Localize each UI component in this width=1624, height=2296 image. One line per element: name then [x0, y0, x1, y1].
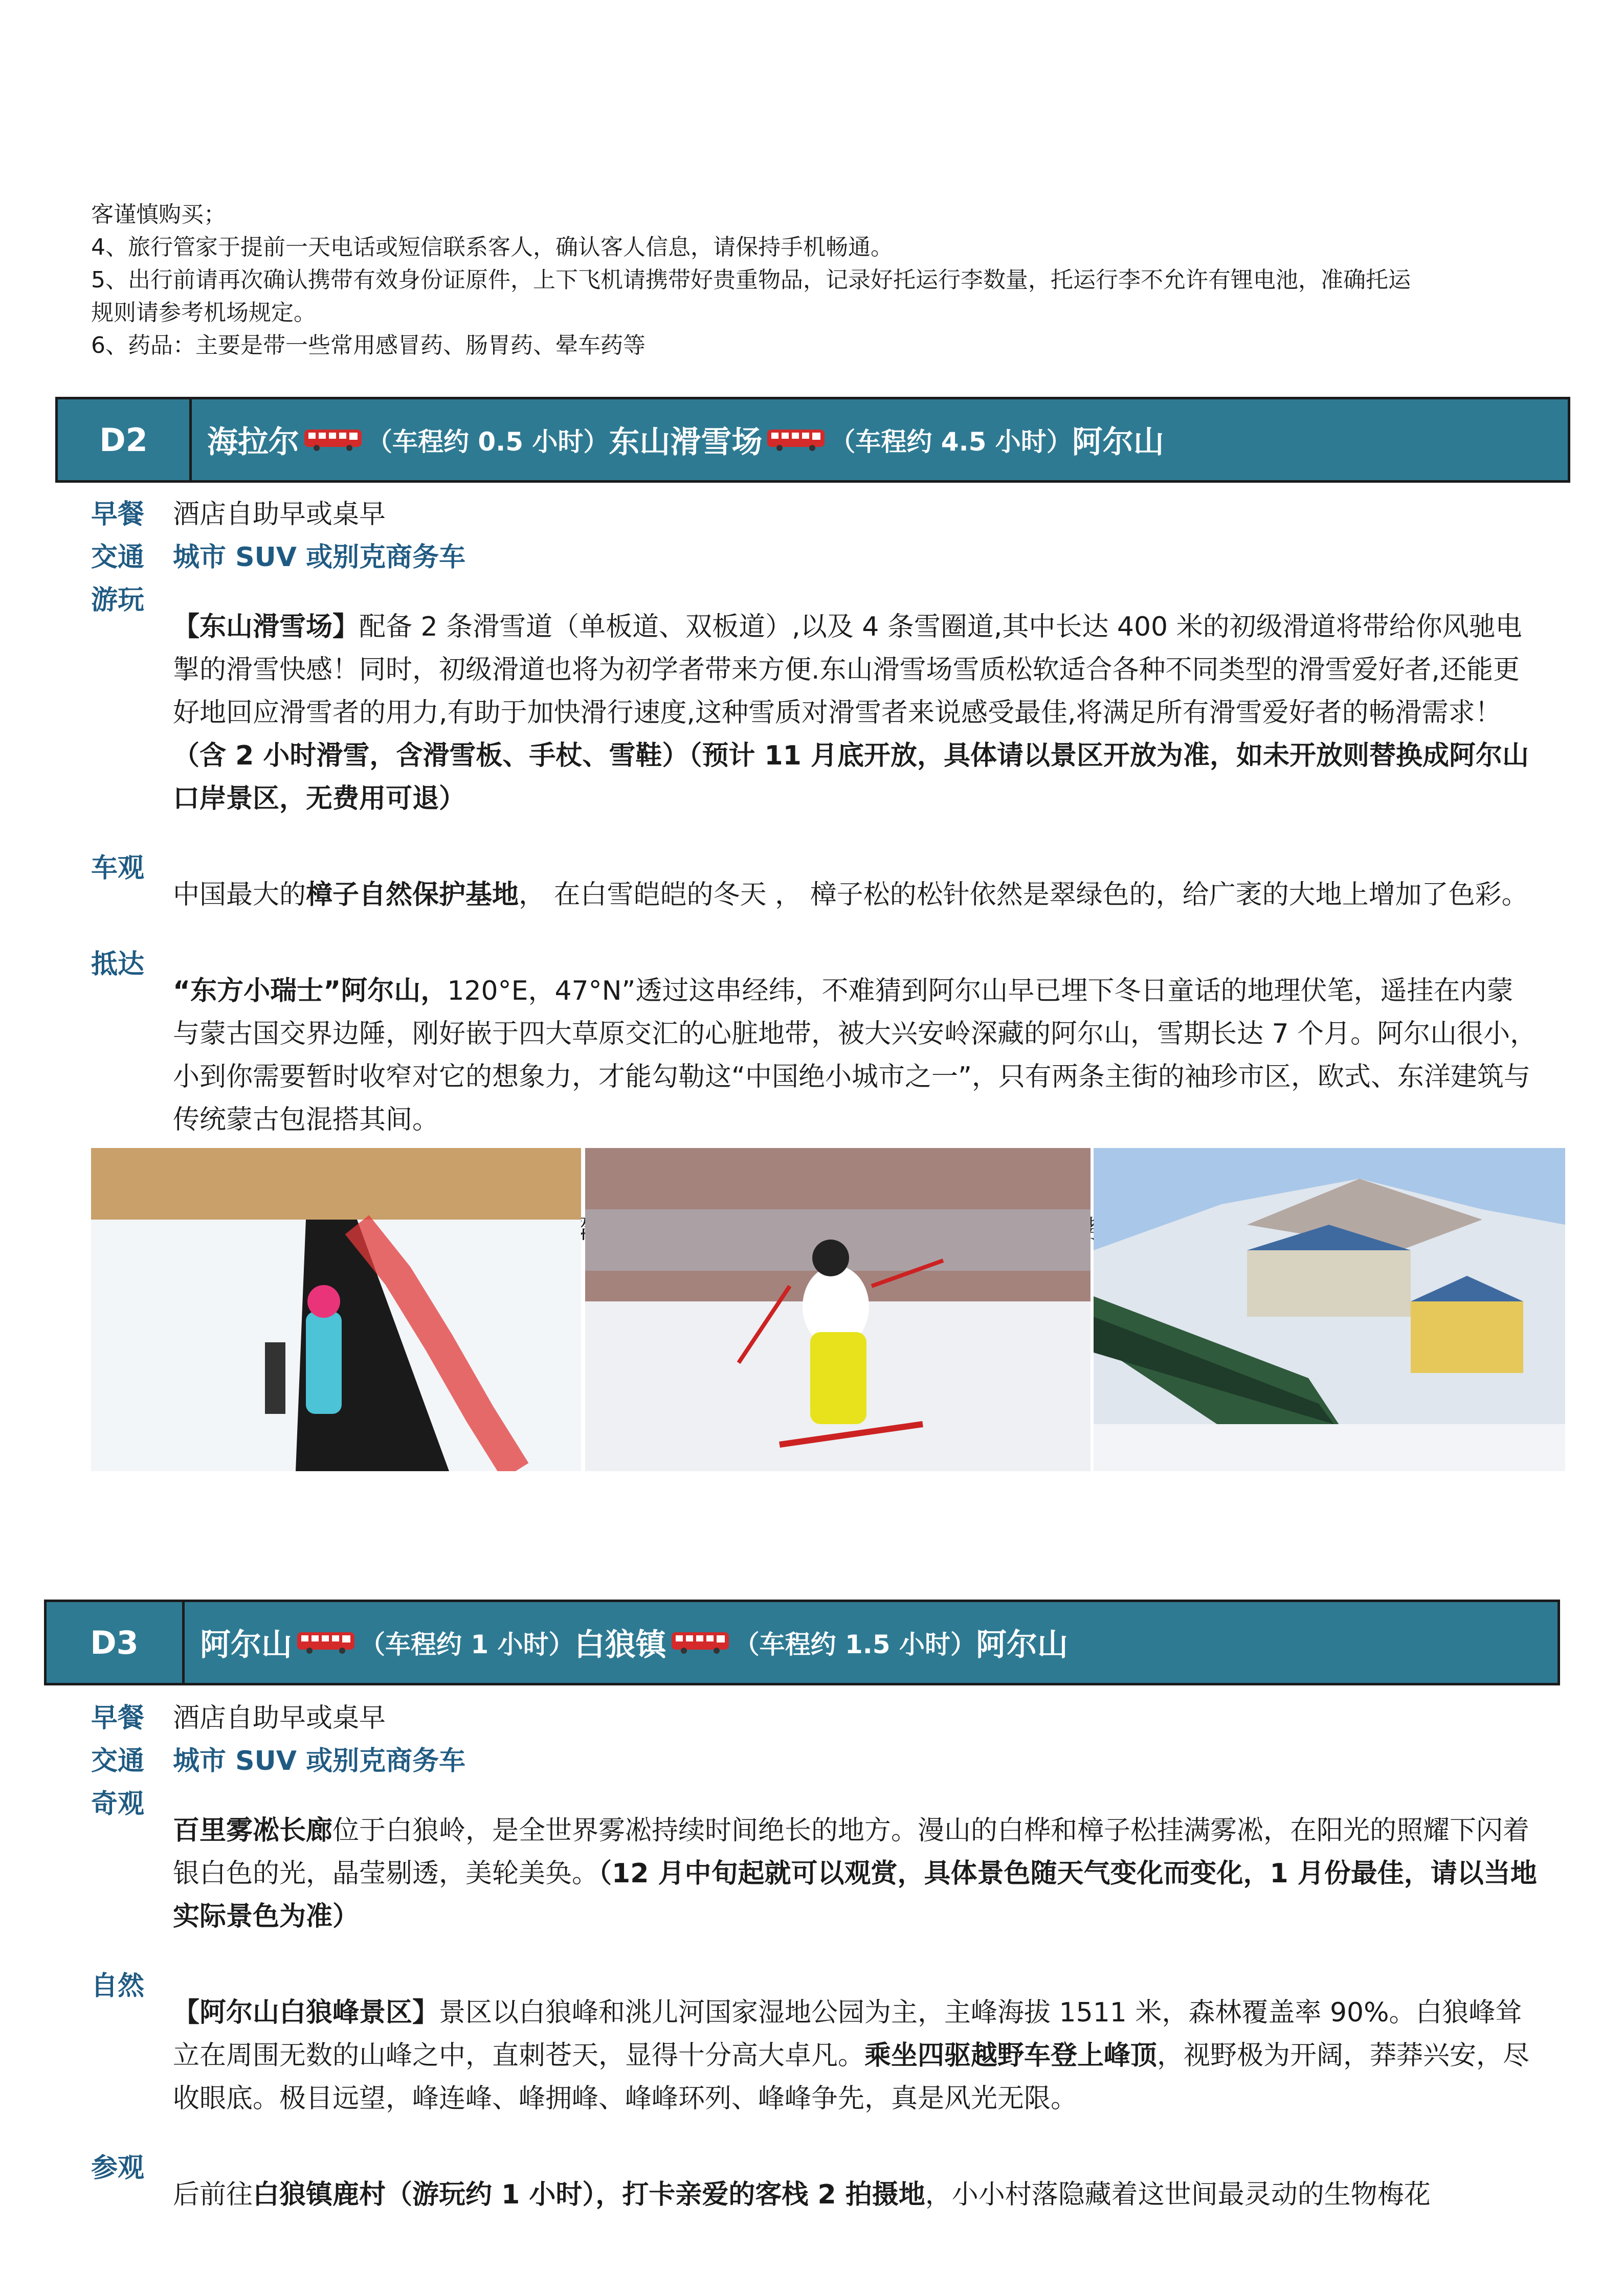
breakfast-text: 酒店自助早或桌早 — [173, 499, 386, 530]
nature-label: 自然 — [91, 1971, 145, 2001]
visit-text — [173, 2173, 1539, 2216]
nature-body: 景区以白狼峰和洮儿河国家湿地公园为主，主峰海拔 1511 米，森林覆盖率 90%。白狼峰耸立在周围无数的山峰之中，直刺苍天，显得十分高大卓凡。 — [173, 1997, 1522, 2071]
day3-header — [44, 1600, 1560, 1685]
note-line: 规则请参考机场规定。 — [91, 300, 316, 326]
breakfast-row — [91, 493, 1539, 536]
view-pre: 中国最大的 — [173, 880, 306, 910]
day2-header — [55, 397, 1570, 483]
breakfast-row — [91, 1697, 1539, 1740]
note-line: 4、旅行管家于提前一天电话或短信联系客人，确认客人信息，请保持手机畅通。 — [91, 234, 893, 260]
bus-icon — [303, 427, 363, 452]
view-text — [173, 873, 1539, 916]
day2-code: D2 — [58, 399, 192, 480]
visit-highlight: 白狼镇鹿村（游玩约 1 小时），打卡亲爱的客栈 2 拍摄地 — [253, 2179, 925, 2210]
play-label: 游玩 — [91, 585, 145, 616]
ski-lift-photo — [91, 1148, 581, 1471]
day3-code: D3 — [47, 1602, 185, 1683]
arrive-highlight: “东方小瑞士”阿尔山， — [173, 976, 448, 1006]
route-place: 东山滑雪场 — [609, 424, 763, 460]
visit-row — [91, 2147, 1539, 2243]
route-place: 海拉尔 — [207, 424, 299, 460]
note-line: 5、出行前请再次确认携带有效身份证原件，上下飞机请携带好贵重物品，记录好托运行李数量，托运行李不允许有锂电池，准确托运 — [91, 267, 1411, 293]
day2-details — [91, 493, 1539, 1251]
arrive-body: 120°E，47°N”透过这串经纬，不难猜到阿尔山早已埋下冬日童话的地理伏笔，遥挂在内蒙与蒙古国交界边陲，刚好嵌于四大草原交汇的心脏地带，被大兴安岭深藏的阿尔山，雪期长达 7 个月。阿尔山很小，小到你需要暂时收窄对它的想象力，才能勾勒这“中国绝小城市之一”，只有两条主街的袖珍市区，欧式、东洋建筑与传统蒙古包混搭其间。 — [173, 976, 1537, 1135]
note-line: 6、药品：主要是带一些常用感冒药、肠胃药、晕车药等 — [91, 332, 646, 358]
view-post: ， 在白雪皑皑的冬天 ， 樟子松的松针依然是翠绿色的，给广袤的大地上增加了色彩。 — [519, 880, 1528, 910]
wonder-label: 奇观 — [91, 1789, 145, 1819]
note-line: 客谨慎购买； — [91, 201, 226, 228]
bus-icon — [766, 427, 826, 452]
wonder-body: 位于白狼岭，是全世界雾凇持续时间绝长的地方。漫山的白桦和樟子松挂满雾凇，在阳光的照耀下闪着银白色的光，晶莹剔透，美轮美奂。 — [173, 1815, 1530, 1889]
route-place: 阿尔山 — [1072, 424, 1164, 460]
nature-text — [173, 1991, 1539, 2120]
nature-title: 【阿尔山白狼峰景区】 — [173, 1997, 439, 2028]
route-place: 白狼镇 — [574, 1627, 666, 1663]
breakfast-text: 酒店自助早或桌早 — [173, 1703, 386, 1734]
route-duration: （车程约 1.5 小时） — [733, 1630, 976, 1659]
breakfast-label: 早餐 — [91, 499, 145, 530]
arrive-text — [173, 970, 1539, 1141]
route-duration: （车程约 1 小时） — [360, 1630, 574, 1659]
day3-details — [91, 1697, 1539, 2243]
day3-route — [185, 1620, 1068, 1664]
wonder-note: （12 月中旬起就可以观赏，具体景色随天气变化而变化，1 月份最佳，请以当地实际景色为准） — [173, 1858, 1537, 1932]
breakfast-label: 早餐 — [91, 1703, 145, 1734]
route-place: 阿尔山 — [976, 1627, 1068, 1663]
visit-post: ，小小村落隐藏着这世间最灵动的生物梅花 — [925, 2179, 1431, 2210]
route-place: 阿尔山 — [200, 1627, 292, 1663]
view-row — [91, 847, 1539, 943]
transport-text: 城市 SUV 或别克商务车 — [173, 1746, 466, 1776]
play-note: （含 2 小时滑雪，含滑雪板、手杖、雪鞋）（预计 11 月底开放，具体请以景区开放为准，如未开放则替换成阿尔山口岸景区，无费用可退） — [173, 740, 1529, 814]
play-body: 配备 2 条滑雪道（单板道、双板道）,以及 4 条雪圈道,其中长达 400 米的初级滑道将带给你风驰电掣的滑雪快感！同时，初级滑道也将为初学者带来方便.东山滑雪场雪质松软适合各种不同类型的滑雪爱好者,还能更好地回应滑雪者的用力,有助于加快滑行速度,这种雪质对滑雪者来说感受最佳,将满足所有滑雪爱好者的畅滑需求！ — [173, 612, 1522, 728]
nature-row — [91, 1965, 1539, 2147]
bus-icon — [671, 1630, 730, 1655]
skier-photo — [585, 1148, 1091, 1471]
arrive-label: 抵达 — [91, 949, 145, 980]
play-row — [91, 579, 1539, 847]
wonder-text — [173, 1809, 1539, 1938]
visit-pre: 后前往 — [173, 2179, 253, 2210]
transport-label: 交通 — [91, 1746, 145, 1776]
transport-label: 交通 — [91, 542, 145, 573]
arxan-town-photo — [1094, 1148, 1565, 1471]
route-duration: （车程约 0.5 小时） — [367, 427, 609, 457]
wonder-row — [91, 1783, 1539, 1965]
transport-text: 城市 SUV 或别克商务车 — [173, 542, 466, 573]
transport-row — [91, 536, 1539, 579]
nature-highlight: 乘坐四驱越野车登上峰顶 — [864, 2040, 1158, 2071]
view-label: 车观 — [91, 853, 145, 884]
visit-label: 参观 — [91, 2153, 145, 2184]
transport-row — [91, 1740, 1539, 1783]
nature-post: ，视野极为开阔，莽莽兴安，尽收眼底。极目远望，峰连峰、峰拥峰、峰峰环列、峰峰争先，真是风光无限。 — [173, 2040, 1530, 2114]
day2-route — [192, 418, 1164, 462]
play-text — [173, 605, 1539, 820]
play-title: 【东山滑雪场】 — [173, 612, 360, 642]
wonder-highlight: 百里雾凇长廊 — [173, 1815, 333, 1846]
route-duration: （车程约 4.5 小时） — [830, 427, 1072, 457]
notes-block — [91, 198, 1544, 362]
view-highlight: 樟子自然保护基地 — [306, 880, 519, 910]
bus-icon — [296, 1630, 355, 1655]
arrive-row — [91, 943, 1539, 1168]
